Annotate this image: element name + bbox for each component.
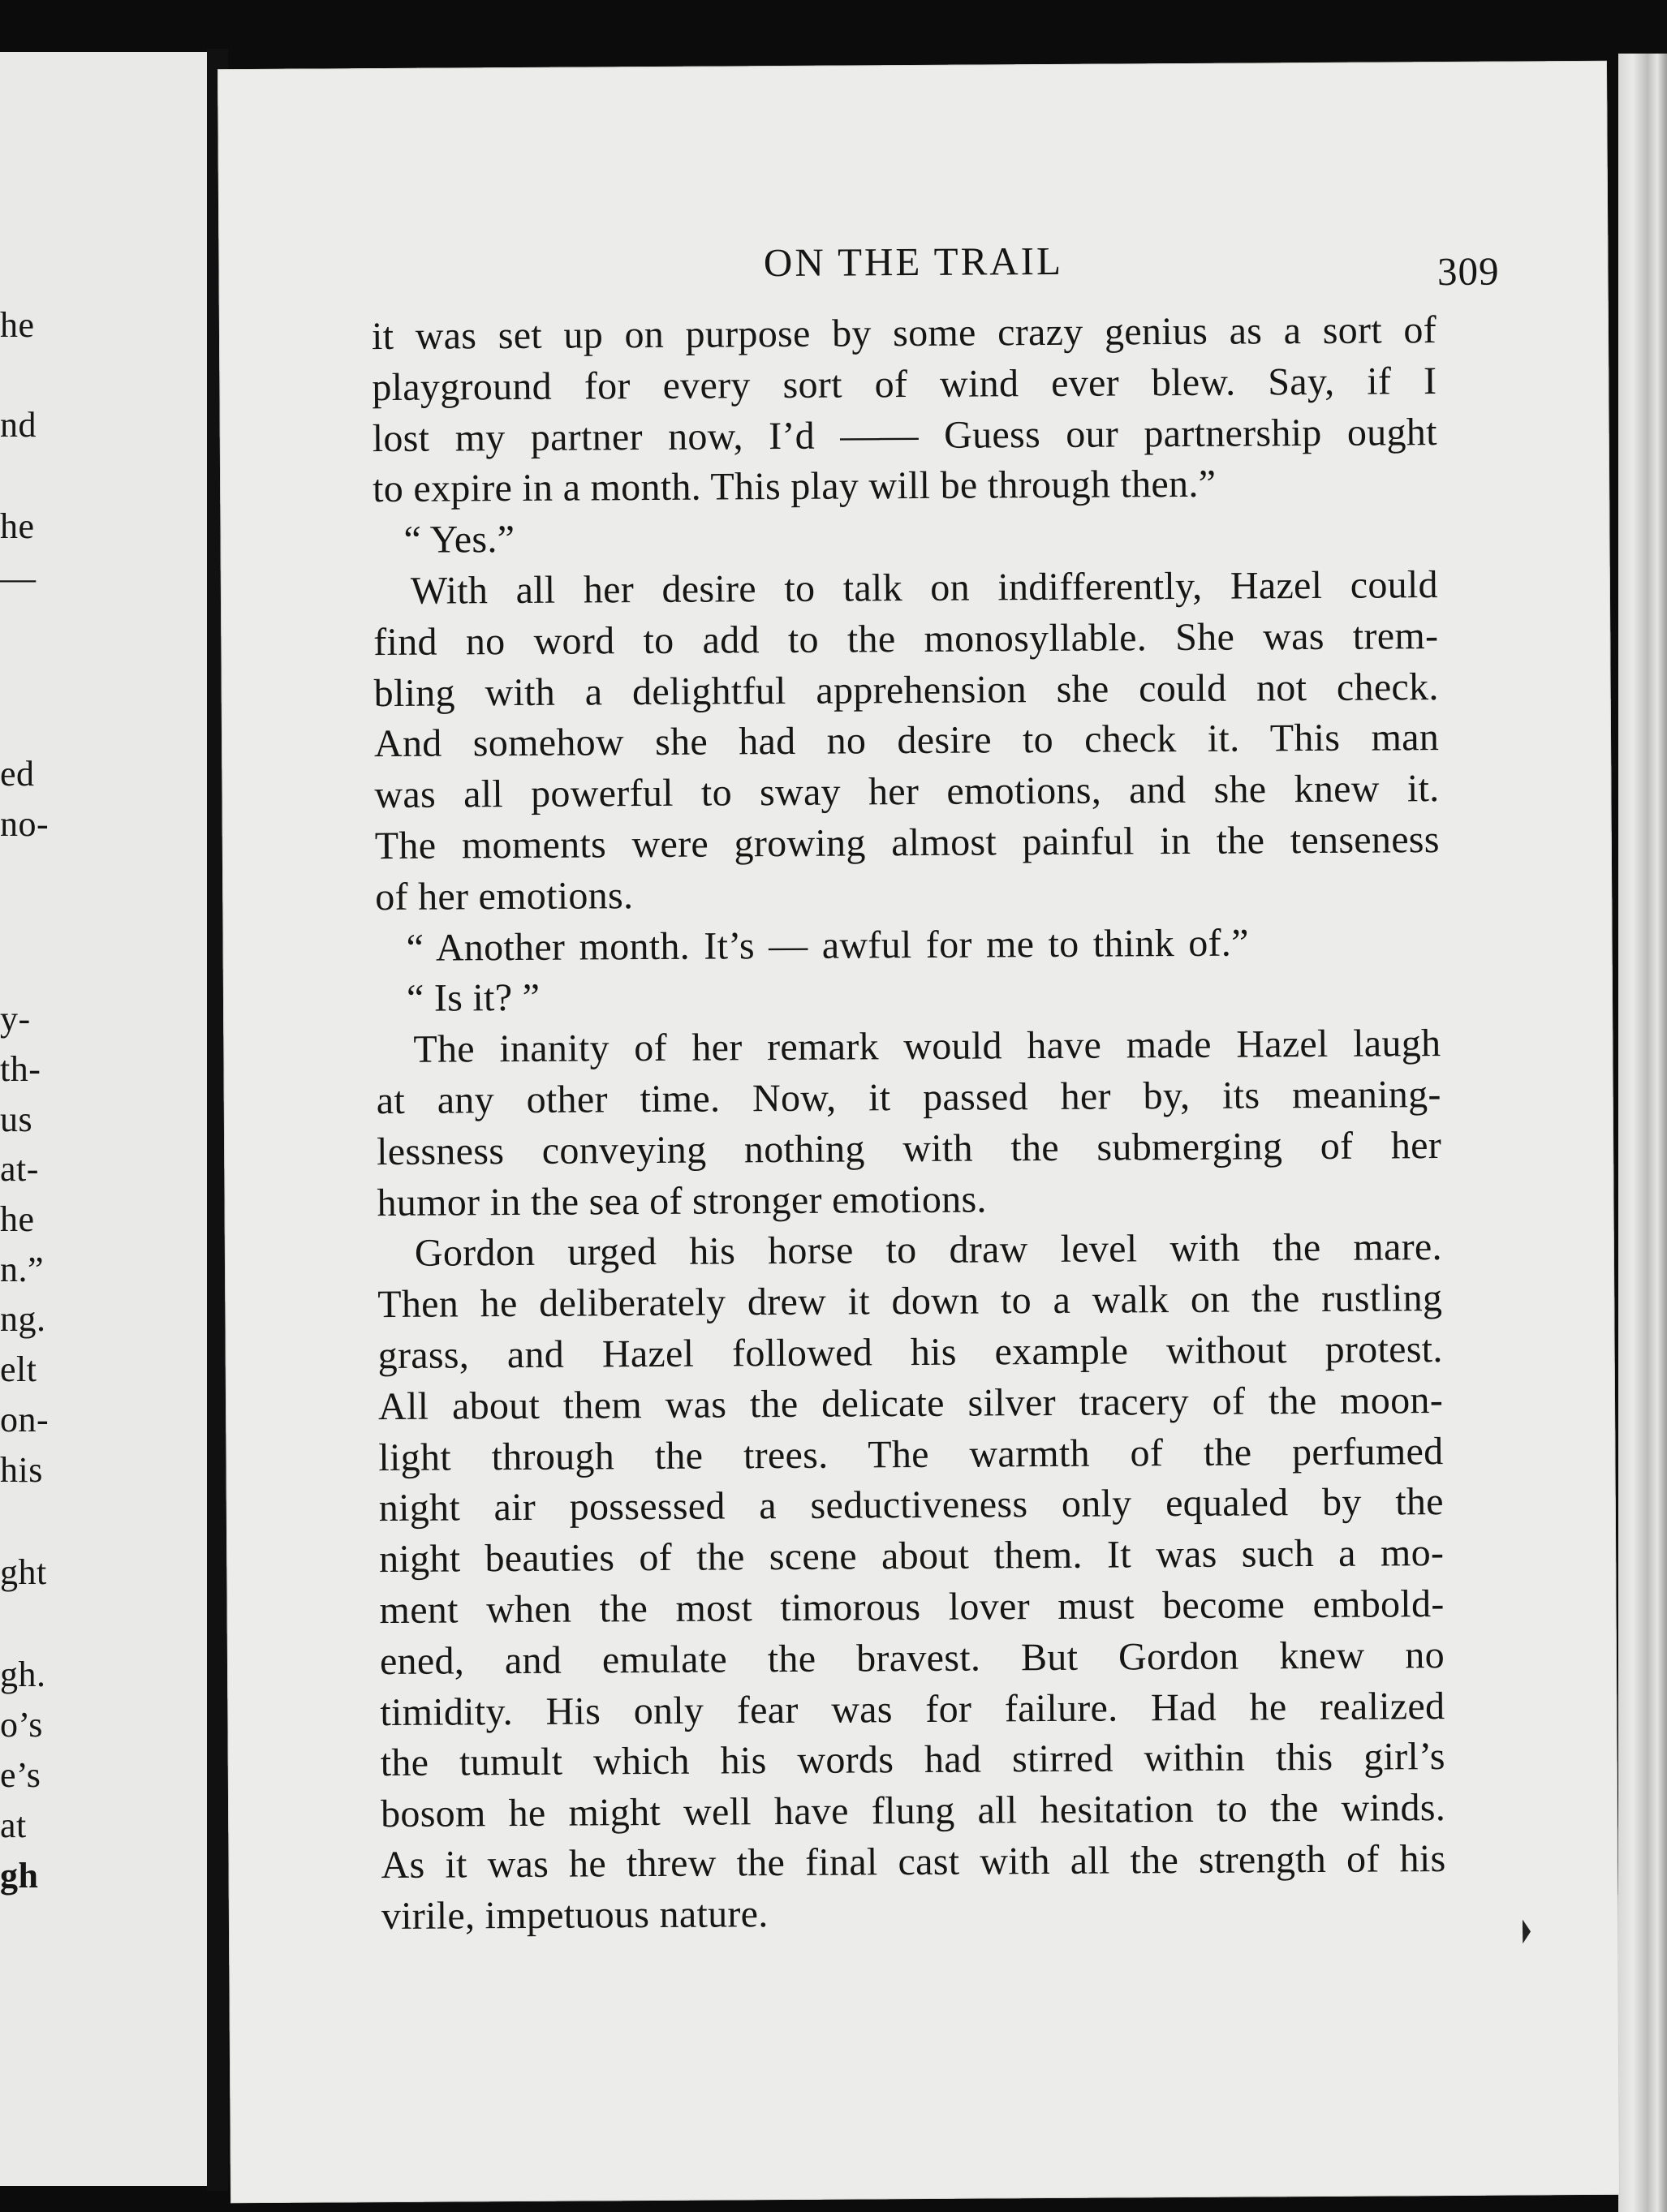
text-line: And somehow she had no desire to check it. This man bbox=[373, 716, 1440, 766]
text-line: humor in the sea of stronger emotions. bbox=[377, 1177, 987, 1224]
left-page-fragment: he bbox=[0, 1199, 35, 1239]
text-line: at any other time. Now, it passed her by, its meaning- bbox=[376, 1073, 1441, 1123]
left-page-fragment: he bbox=[0, 506, 35, 546]
text-line: playground for every sort of wind ever blew. Say, if I bbox=[372, 359, 1437, 409]
left-page-fragment: y- bbox=[0, 999, 31, 1039]
running-head: ON THE TRAIL bbox=[763, 238, 1064, 286]
left-page-fragment: gh. bbox=[0, 1655, 46, 1694]
left-page-fragment: on- bbox=[0, 1400, 50, 1440]
text-line: Gordon urged his horse to draw level with the mare. bbox=[414, 1225, 1443, 1276]
text-line: night air possessed a seductiveness only equaled by the bbox=[378, 1480, 1444, 1530]
left-page-fragment: nd bbox=[0, 405, 37, 445]
text-line: “ Another month. It’s — awful for me to think of.” bbox=[406, 921, 1249, 970]
text-line: bling with a delightful apprehension she could not check. bbox=[373, 665, 1439, 715]
text-line: was all powerful to sway her emotions, and she knew it. bbox=[374, 767, 1440, 817]
left-page-fragment: gh bbox=[0, 1856, 39, 1896]
text-line: light through the trees. The warmth of the perfumed bbox=[378, 1429, 1444, 1479]
text-line: With all her desire to talk on indifferently, Hazel could bbox=[410, 563, 1439, 613]
left-page-fragment: no- bbox=[0, 804, 50, 844]
left-page-fragment: ng. bbox=[0, 1299, 46, 1339]
left-facing-page bbox=[0, 52, 211, 2186]
text-line: Then he deliberately drew it down to a walk on the rustling bbox=[377, 1276, 1443, 1327]
left-page-fragment: us bbox=[0, 1100, 33, 1139]
left-page-fragment: his bbox=[0, 1450, 43, 1490]
text-line: to expire in a month. This play will be through then.” bbox=[372, 463, 1217, 511]
left-page-fragment: at bbox=[0, 1805, 27, 1845]
page-edge-stack bbox=[1618, 54, 1667, 2212]
text-line: “ Is it? ” bbox=[406, 976, 541, 1021]
text-line: ment when the most timorous lover must become embold- bbox=[379, 1582, 1445, 1632]
text-line: virile, impetuous nature. bbox=[381, 1891, 769, 1938]
text-line: All about them was the delicate silver tracery of the moon- bbox=[377, 1378, 1444, 1428]
text-line: the tumult which his words had stirred within this girl’s bbox=[380, 1735, 1445, 1785]
left-page-fragment: — bbox=[0, 558, 37, 598]
left-page-fragment: ed bbox=[0, 754, 35, 794]
text-line: night beauties of the scene about them. It was such a mo- bbox=[379, 1531, 1445, 1582]
text-line: it was set up on purpose by some crazy genius as a sort of bbox=[371, 308, 1437, 359]
left-page-fragment: at- bbox=[0, 1149, 39, 1189]
text-line: lost my partner now, I’d —— Guess our partnership ought bbox=[372, 410, 1437, 460]
left-page-fragment: elt bbox=[0, 1349, 37, 1389]
page-number: 309 bbox=[1437, 248, 1500, 295]
text-line: ened, and emulate the bravest. But Gordon knew no bbox=[379, 1633, 1445, 1683]
left-page-fragment: th- bbox=[0, 1049, 41, 1089]
margin-arrow-mark bbox=[1523, 1919, 1531, 1943]
left-page-fragment: ght bbox=[0, 1552, 47, 1592]
text-line: “ Yes.” bbox=[403, 518, 515, 562]
left-page-fragment: he bbox=[0, 305, 35, 345]
book-page-309 bbox=[218, 61, 1620, 2203]
text-line: The inanity of her remark would have made Hazel laugh bbox=[413, 1022, 1441, 1071]
text-line: timidity. His only fear was for failure. Had he realized bbox=[380, 1684, 1445, 1734]
text-line: bosom he might well have flung all hesitation to the winds. bbox=[380, 1786, 1446, 1836]
text-line: of her emotions. bbox=[375, 873, 634, 919]
left-page-fragment: o’s bbox=[0, 1705, 43, 1745]
left-page-fragment: e’s bbox=[0, 1755, 41, 1795]
text-line: As it was he threw the final cast with all the strength of his bbox=[381, 1836, 1446, 1887]
body-text bbox=[372, 305, 1446, 1942]
text-line: The moments were growing almost painful in the tenseness bbox=[374, 818, 1440, 868]
text-line: grass, and Hazel followed his example without protest. bbox=[377, 1327, 1443, 1378]
text-line: find no word to add to the monosyllable. She was trem- bbox=[373, 613, 1439, 664]
left-page-fragment: n.” bbox=[0, 1250, 45, 1289]
text-line: lessness conveying nothing with the submerging of her bbox=[376, 1123, 1442, 1173]
